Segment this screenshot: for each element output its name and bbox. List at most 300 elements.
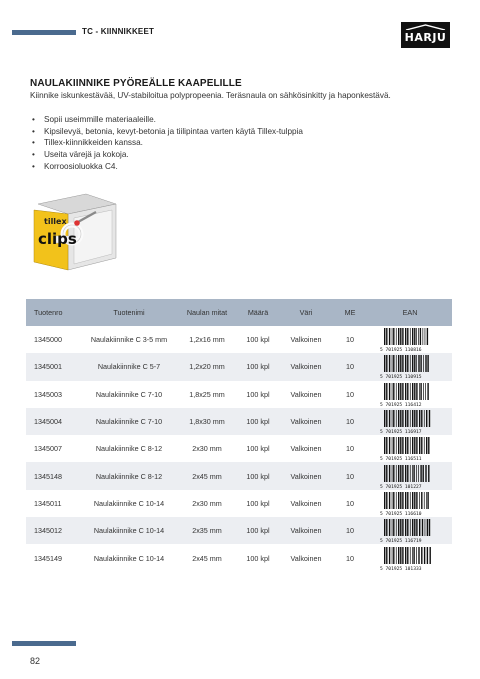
barcode-bar [398, 437, 399, 454]
cell-nail-size: 2x30 mm [192, 498, 222, 508]
barcode-bar [410, 355, 411, 372]
barcode-bar [398, 328, 399, 345]
barcode-bar [420, 328, 421, 345]
cell-color: Valkoinen [290, 498, 322, 508]
barcode-bar [425, 328, 426, 345]
cell-product-name: Naulakiinnike C 8-12 [95, 444, 163, 454]
barcode-bar [421, 547, 422, 564]
barcode-bar [405, 328, 406, 345]
barcode-bar [386, 383, 387, 400]
barcode-bar [414, 383, 415, 400]
barcode-bar [427, 492, 428, 509]
barcode-bar [424, 492, 425, 509]
barcode-bar [393, 383, 394, 400]
bullet-icon: • [32, 138, 35, 148]
barcode-bar [393, 465, 394, 482]
barcode-bar [424, 547, 425, 564]
barcode-bar [386, 465, 387, 482]
barcode-bar [402, 383, 403, 400]
barcode-bar [407, 383, 408, 400]
product-box-image [30, 190, 118, 272]
barcode-bar [407, 410, 408, 427]
barcode-bar [418, 465, 419, 482]
feature-item: • Korroosioluokka C4. [32, 161, 118, 171]
feature-list [30, 114, 303, 173]
barcode-bar [416, 410, 417, 427]
barcode-bar [402, 355, 403, 372]
barcode-bar [384, 519, 385, 536]
footer-accent-bar [12, 641, 76, 646]
barcode-bar [389, 328, 390, 345]
cell-color: Valkoinen [280, 408, 332, 435]
barcode-bar [416, 465, 417, 482]
cell-unit: 10 [346, 335, 354, 345]
barcode-bar [400, 410, 401, 427]
col-header-nail-size: Naulan mitat [178, 299, 236, 326]
barcode-bar [420, 355, 421, 372]
barcode-bar [412, 437, 413, 454]
cell-product-no: 1345001 [26, 353, 80, 380]
barcode-bar [389, 437, 390, 454]
barcode-bar [420, 465, 421, 482]
barcode-bar [427, 383, 428, 400]
barcode-bar [398, 492, 399, 509]
cell-product-no: 1345007 [34, 444, 62, 454]
bullet-icon: • [32, 150, 35, 160]
feature-item: • Kipsilevyä, betonia, kevyt-betonia ja tiilipintaa varten käytä Tillex-tulppia [32, 126, 303, 136]
col-header-color: Väri [280, 299, 332, 326]
barcode-bar [405, 410, 406, 427]
barcode-bar [407, 355, 408, 372]
barcode-bar [416, 355, 417, 372]
barcode-bar [405, 383, 406, 400]
cell-quantity: 100 kpl [236, 408, 280, 435]
cell-ean [368, 544, 452, 571]
barcode-bar [392, 383, 393, 400]
barcode-bar [405, 492, 406, 509]
barcode-icon [379, 409, 441, 434]
barcode-bar [398, 547, 399, 564]
barcode-bar [423, 355, 424, 372]
barcode-bar [427, 519, 428, 536]
barcode-bar [396, 547, 397, 564]
cell-nail-size: 2x35 mm [178, 517, 236, 544]
cell-unit: 10 [346, 444, 354, 454]
barcode-bar [400, 465, 401, 482]
bullet-icon: • [32, 161, 35, 171]
feature-item: • Sopii useimmille materiaaleille. [32, 115, 156, 124]
barcode-bar [393, 492, 394, 509]
product-title: NAULAKIINNIKE PYÖREÄLLE KAAPELILLE [30, 78, 242, 89]
barcode-bar [407, 328, 408, 345]
barcode-bar [412, 465, 413, 482]
cell-nail-size: 1,2x16 mm [189, 335, 225, 345]
cell-ean [368, 326, 452, 353]
cell-quantity: 100 kpl [236, 517, 280, 544]
table-row [26, 490, 452, 517]
barcode-bar [414, 355, 415, 372]
barcode-bar [412, 328, 413, 345]
cell-product-no: 1345004 [26, 408, 80, 435]
barcode-bar [414, 410, 415, 427]
barcode-bar [393, 519, 394, 536]
cell-color: Valkoinen [290, 444, 322, 454]
table-row [26, 381, 452, 408]
cell-quantity: 100 kpl [246, 498, 270, 508]
barcode-bar [396, 465, 397, 482]
barcode-icon [379, 382, 441, 407]
barcode-bar [424, 437, 425, 454]
barcode-bar [384, 437, 385, 454]
barcode-bar [392, 410, 393, 427]
barcode-bar [426, 492, 427, 509]
cell-quantity: 100 kpl [246, 553, 270, 563]
cell-ean [368, 517, 452, 544]
barcode-bar [414, 492, 415, 509]
barcode-bar [386, 437, 387, 454]
cell-unit: 10 [332, 462, 368, 489]
barcode-bar [396, 410, 397, 427]
table-header-row [26, 299, 452, 326]
barcode-digits: 5 701925 101333 [380, 566, 422, 571]
barcode-bar [396, 328, 397, 345]
barcode-bar [393, 355, 394, 372]
barcode-bar [425, 519, 426, 536]
barcode-bar [405, 519, 406, 536]
cell-product-name: Naulakiinnike C 10-14 [80, 517, 178, 544]
barcode-bar [400, 492, 401, 509]
barcode-bar [429, 410, 430, 427]
barcode-bar [426, 437, 427, 454]
barcode-bar [423, 383, 424, 400]
table-row [26, 408, 452, 435]
barcode-icon [379, 436, 441, 461]
cell-product-name: Naulakiinnike C 3-5 mm [90, 335, 168, 345]
barcode-digits: 5 701925 116412 [380, 402, 422, 407]
feature-item: • Useita värejä ja kokoja. [32, 150, 129, 160]
feature-item: • Tillex-kiinnikkeiden kanssa. [32, 138, 143, 148]
barcode-bar [410, 492, 411, 509]
cell-unit: 10 [346, 553, 354, 563]
barcode-bar [398, 355, 399, 372]
cell-color: Valkoinen [290, 335, 322, 345]
barcode-digits: 5 701925 116610 [380, 511, 422, 516]
table-row [26, 544, 452, 571]
cell-quantity: 100 kpl [246, 389, 270, 399]
barcode-bar [384, 355, 385, 372]
barcode-icon [379, 546, 441, 571]
barcode-bar [412, 383, 413, 400]
cell-ean [368, 381, 452, 408]
barcode-bar [405, 355, 406, 372]
cell-quantity: 100 kpl [246, 444, 270, 454]
table-row [26, 517, 452, 544]
section-title: TC - KIINNIKKEET [82, 27, 155, 36]
barcode-bar [428, 465, 429, 482]
header-accent-bar [12, 30, 76, 35]
barcode-bar [405, 465, 406, 482]
barcode-bar [426, 410, 427, 427]
barcode-bar [392, 465, 393, 482]
barcode-bar [429, 519, 430, 536]
barcode-bar [420, 383, 421, 400]
barcode-bar [425, 383, 426, 400]
barcode-bar [400, 547, 401, 564]
barcode-bar [416, 547, 417, 564]
cell-color: Valkoinen [280, 462, 332, 489]
barcode-bar [425, 465, 426, 482]
cell-nail-size: 2x45 mm [192, 553, 222, 563]
cell-nail-size: 1,8x30 mm [178, 408, 236, 435]
cell-product-name: Naulakiinnike C 7-10 [95, 389, 163, 399]
cell-nail-size: 2x30 mm [192, 444, 222, 454]
cell-unit: 10 [346, 389, 354, 399]
barcode-bar [393, 437, 394, 454]
barcode-bar [402, 328, 403, 345]
barcode-bar [386, 492, 387, 509]
barcode-bar [416, 492, 417, 509]
table-row [26, 326, 452, 353]
barcode-bar [389, 355, 390, 372]
barcode-bar [392, 492, 393, 509]
barcode-bar [389, 410, 390, 427]
barcode-bar [392, 355, 393, 372]
barcode-bar [384, 383, 385, 400]
barcode-bar [425, 355, 426, 372]
cell-product-no: 1345012 [26, 517, 80, 544]
barcode-bar [414, 519, 415, 536]
barcode-bar [410, 410, 411, 427]
barcode-bar [423, 328, 424, 345]
barcode-bar [396, 492, 397, 509]
cell-product-name: Naulakiinnike C 10-14 [93, 553, 165, 563]
cell-ean [368, 490, 452, 517]
cell-quantity: 100 kpl [236, 462, 280, 489]
cell-ean [368, 435, 452, 462]
box-brand-text: tillex [44, 217, 67, 226]
col-header-ean: EAN [368, 299, 452, 326]
barcode-bar [410, 465, 411, 482]
table-row [26, 435, 452, 462]
barcode-bar [386, 328, 387, 345]
cell-product-name: Naulakiinnike C 10-14 [93, 498, 165, 508]
barcode-bar [430, 547, 431, 564]
barcode-bar [427, 328, 428, 345]
barcode-bar [400, 383, 401, 400]
cell-color: Valkoinen [280, 353, 332, 380]
barcode-bar [386, 519, 387, 536]
barcode-bar [419, 492, 420, 509]
col-header-unit: ME [332, 299, 368, 326]
barcode-bar [407, 465, 408, 482]
cell-ean [368, 353, 452, 380]
barcode-bar [396, 383, 397, 400]
barcode-bar [418, 328, 419, 345]
bullet-icon: • [32, 115, 35, 124]
barcode-bar [393, 410, 394, 427]
barcode-bar [396, 437, 397, 454]
page-number: 82 [30, 656, 41, 666]
box-name-text: clips [38, 230, 77, 248]
barcode-bar [393, 547, 394, 564]
barcode-bar [410, 547, 411, 564]
barcode-bar [384, 547, 385, 564]
barcode-bar [396, 355, 397, 372]
barcode-bar [422, 519, 423, 536]
barcode-bar [421, 410, 422, 427]
barcode-bar [402, 465, 403, 482]
barcode-bar [428, 437, 429, 454]
cell-unit: 10 [332, 517, 368, 544]
barcode-digits: 5 701925 101227 [380, 484, 422, 489]
barcode-digits: 5 701925 116719 [380, 539, 422, 544]
barcode-bar [419, 519, 420, 536]
roof-icon [403, 24, 448, 30]
product-table [26, 299, 452, 572]
barcode-digits: 5 701925 116511 [380, 457, 422, 462]
cell-product-no: 1345003 [34, 389, 62, 399]
barcode-bar [427, 355, 428, 372]
cell-product-name: Naulakiinnike C 7-10 [80, 408, 178, 435]
col-header-product-no: Tuotenro [26, 299, 80, 326]
barcode-bar [414, 437, 415, 454]
harju-logo [401, 22, 450, 48]
barcode-bar [414, 328, 415, 345]
barcode-bar [402, 519, 403, 536]
barcode-bar [410, 437, 411, 454]
barcode-bar [412, 410, 413, 427]
product-description: Kiinnike iskunkestävää, UV-stabiloitua polypropeenia. Teräsnaula on sähkösinkitty ja haponkestävä. [30, 91, 391, 100]
table-row [26, 353, 452, 380]
barcode-bar [407, 492, 408, 509]
barcode-bar [405, 437, 406, 454]
barcode-digits: 5 701925 116917 [380, 430, 422, 435]
barcode-bar [419, 410, 420, 427]
cell-product-name: Naulakiinnike C 8-12 [80, 462, 178, 489]
barcode-icon [379, 464, 441, 489]
cell-product-no: 1345000 [34, 335, 62, 345]
cell-nail-size: 1,2x20 mm [178, 353, 236, 380]
barcode-bar [398, 383, 399, 400]
barcode-bar [389, 465, 390, 482]
barcode-bar [400, 437, 401, 454]
col-header-quantity: Määrä [236, 299, 280, 326]
barcode-bar [419, 383, 420, 400]
barcode-bar [400, 328, 401, 345]
cell-unit: 10 [332, 408, 368, 435]
barcode-bar [407, 519, 408, 536]
barcode-bar [427, 547, 428, 564]
cell-color: Valkoinen [290, 389, 322, 399]
cell-nail-size: 1,8x25 mm [189, 389, 225, 399]
barcode-bar [418, 355, 419, 372]
bullet-icon: • [32, 126, 35, 136]
barcode-bar [405, 547, 406, 564]
barcode-bar [400, 355, 401, 372]
barcode-bar [386, 355, 387, 372]
barcode-bar [412, 355, 413, 372]
barcode-bar [416, 328, 417, 345]
barcode-bar [386, 547, 387, 564]
barcode-bar [389, 492, 390, 509]
cell-color: Valkoinen [280, 517, 332, 544]
cell-quantity: 100 kpl [246, 335, 270, 345]
barcode-icon [379, 518, 441, 543]
cell-ean [368, 408, 452, 435]
barcode-bar [400, 519, 401, 536]
barcode-bar [384, 410, 385, 427]
barcode-bar [424, 410, 425, 427]
barcode-bar [398, 410, 399, 427]
barcode-bar [416, 437, 417, 454]
barcode-bar [416, 383, 417, 400]
barcode-bar [416, 519, 417, 536]
barcode-bar [384, 492, 385, 509]
cell-quantity: 100 kpl [236, 353, 280, 380]
barcode-bar [412, 519, 413, 536]
cell-nail-size: 2x45 mm [178, 462, 236, 489]
barcode-digits: 5 701925 110816 [380, 348, 422, 353]
cell-product-no: 1345149 [34, 553, 62, 563]
cell-ean [368, 462, 452, 489]
barcode-digits: 5 701925 110915 [380, 375, 422, 380]
barcode-bar [423, 465, 424, 482]
barcode-bar [421, 437, 422, 454]
logo-text: HARJU [404, 31, 447, 44]
barcode-bar [398, 519, 399, 536]
barcode-bar [393, 328, 394, 345]
barcode-bar [412, 492, 413, 509]
barcode-icon [379, 491, 441, 516]
cell-product-no: 1345011 [34, 498, 62, 508]
barcode-bar [421, 492, 422, 509]
barcode-icon [379, 354, 441, 379]
cell-product-name: Naulakiinnike C 5-7 [80, 353, 178, 380]
barcode-bar [402, 547, 403, 564]
barcode-bar [389, 519, 390, 536]
table-row [26, 462, 452, 489]
barcode-bar [402, 437, 403, 454]
barcode-bar [407, 547, 408, 564]
barcode-bar [396, 519, 397, 536]
barcode-bar [392, 547, 393, 564]
barcode-bar [386, 410, 387, 427]
barcode-bar [410, 519, 411, 536]
cell-unit: 10 [332, 353, 368, 380]
barcode-bar [418, 547, 419, 564]
col-header-product-name: Tuotenimi [80, 299, 178, 326]
barcode-bar [392, 437, 393, 454]
barcode-bar [413, 465, 414, 482]
barcode-icon [379, 327, 441, 352]
barcode-bar [410, 383, 411, 400]
barcode-bar [384, 465, 385, 482]
barcode-bar [392, 328, 393, 345]
cell-unit: 10 [346, 498, 354, 508]
barcode-bar [410, 328, 411, 345]
barcode-bar [419, 437, 420, 454]
barcode-bar [402, 492, 403, 509]
cell-color: Valkoinen [290, 553, 322, 563]
barcode-bar [398, 465, 399, 482]
barcode-bar [384, 328, 385, 345]
barcode-bar [389, 547, 390, 564]
barcode-bar [412, 547, 413, 564]
cell-product-no: 1345148 [26, 462, 80, 489]
barcode-bar [392, 519, 393, 536]
barcode-bar [413, 547, 414, 564]
barcode-bar [389, 383, 390, 400]
